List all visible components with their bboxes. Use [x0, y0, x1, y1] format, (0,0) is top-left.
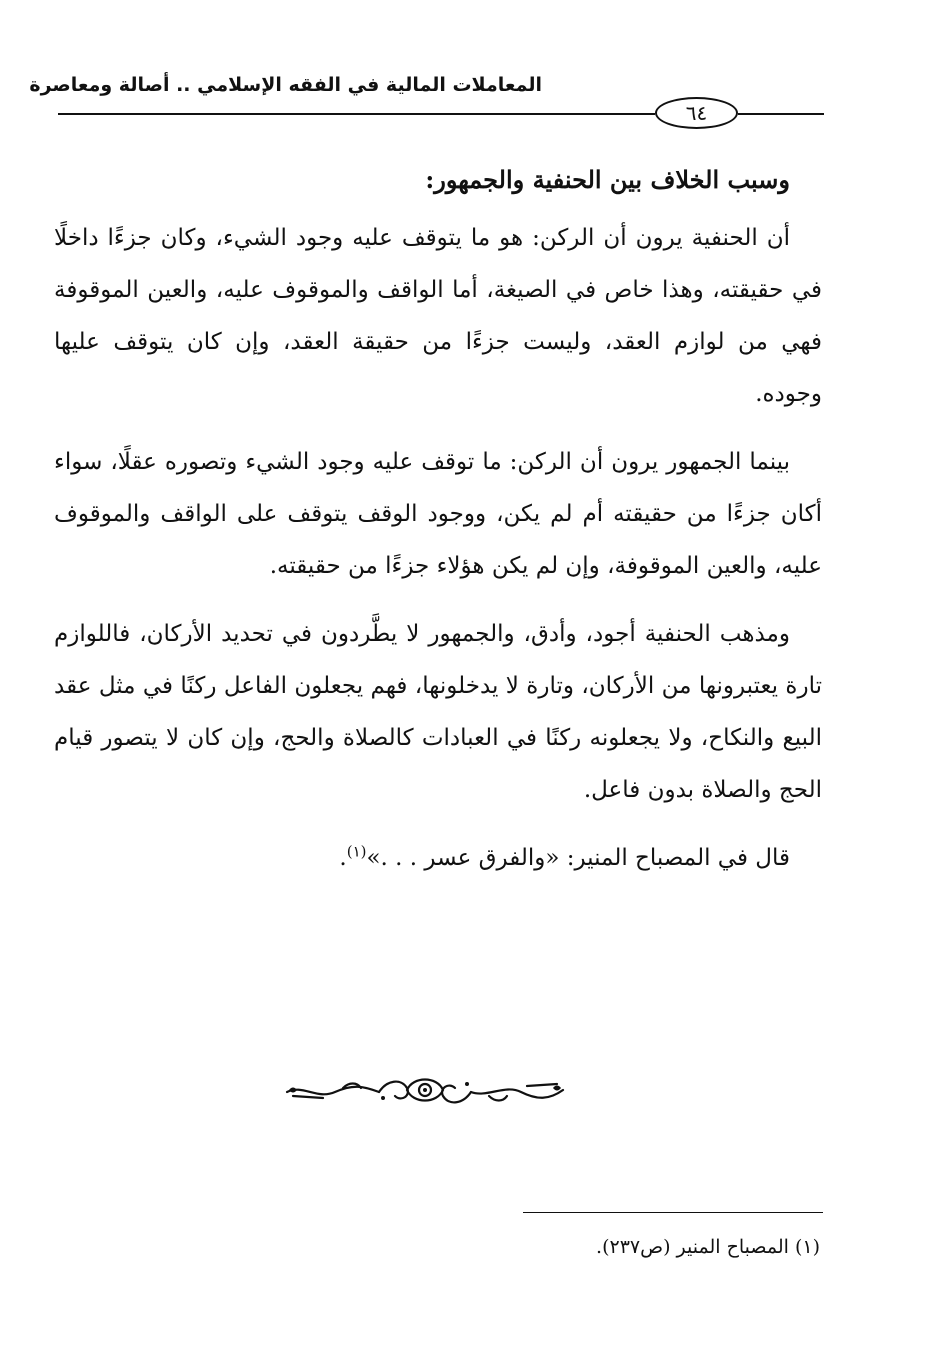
- page-number: ٦٤: [655, 97, 738, 129]
- header-rule: [58, 113, 655, 115]
- citation-line: [54, 832, 822, 884]
- citation-end: .: [339, 845, 347, 871]
- section-heading: وسبب الخلاف بين الحنفية والجمهور:: [425, 165, 790, 194]
- paragraph: أن الحنفية يرون أن الركن: هو ما يتوقف عليه وجود الشيء، وكان جزءًا داخلًا في حقيقته، وهذا خاص في الصيغة، أما الواقف والموقوف عليه، والعين الموقوفة فهي من لوازم العقد، وليست جزءًا من حقيقة العقد، وإن كان يتوقف عليها وجوده.: [54, 225, 822, 407]
- footnote-reference[interactable]: (١): [346, 842, 367, 861]
- paragraph: بينما الجمهور يرون أن الركن: ما توقف عليه وجود الشيء وتصوره عقلًا، سواء أكان جزءًا من حقيقته أم لم يكن، ووجود الوقف يتوقف على الواقف والموقوف عليه، والعين الموقوفة، وإن لم يكن هؤلاء جزءًا من حقيقته.: [54, 449, 822, 579]
- paragraph: ومذهب الحنفية أجود، وأدق، والجمهور لا يطَّردون في تحديد الأركان، فاللوازم تارة يعتبرونها من الأركان، وتارة لا يدخلونها، فهم يجعلون الفاعل ركنًا في مثل عقد البيع والنكاح، ولا يجعلونه ركنًا في العبادات كالصلاة والحج، وإن كان لا يتصور قيام الحج والصلاة بدون فاعل.: [54, 621, 822, 803]
- running-header-title: المعاملات المالية في الفقه الإسلامي .. أصالة ومعاصرة: [29, 74, 542, 96]
- footnote-separator: [523, 1212, 823, 1213]
- body-text: [54, 160, 822, 884]
- footnote: (١) المصباح المنير (ص٢٣٧).: [596, 1236, 820, 1258]
- citation-text: قال في المصباح المنير: «والفرق عسر . . .»: [366, 845, 790, 871]
- decorative-divider-ornament: [283, 1070, 567, 1110]
- header-rule: [738, 113, 824, 115]
